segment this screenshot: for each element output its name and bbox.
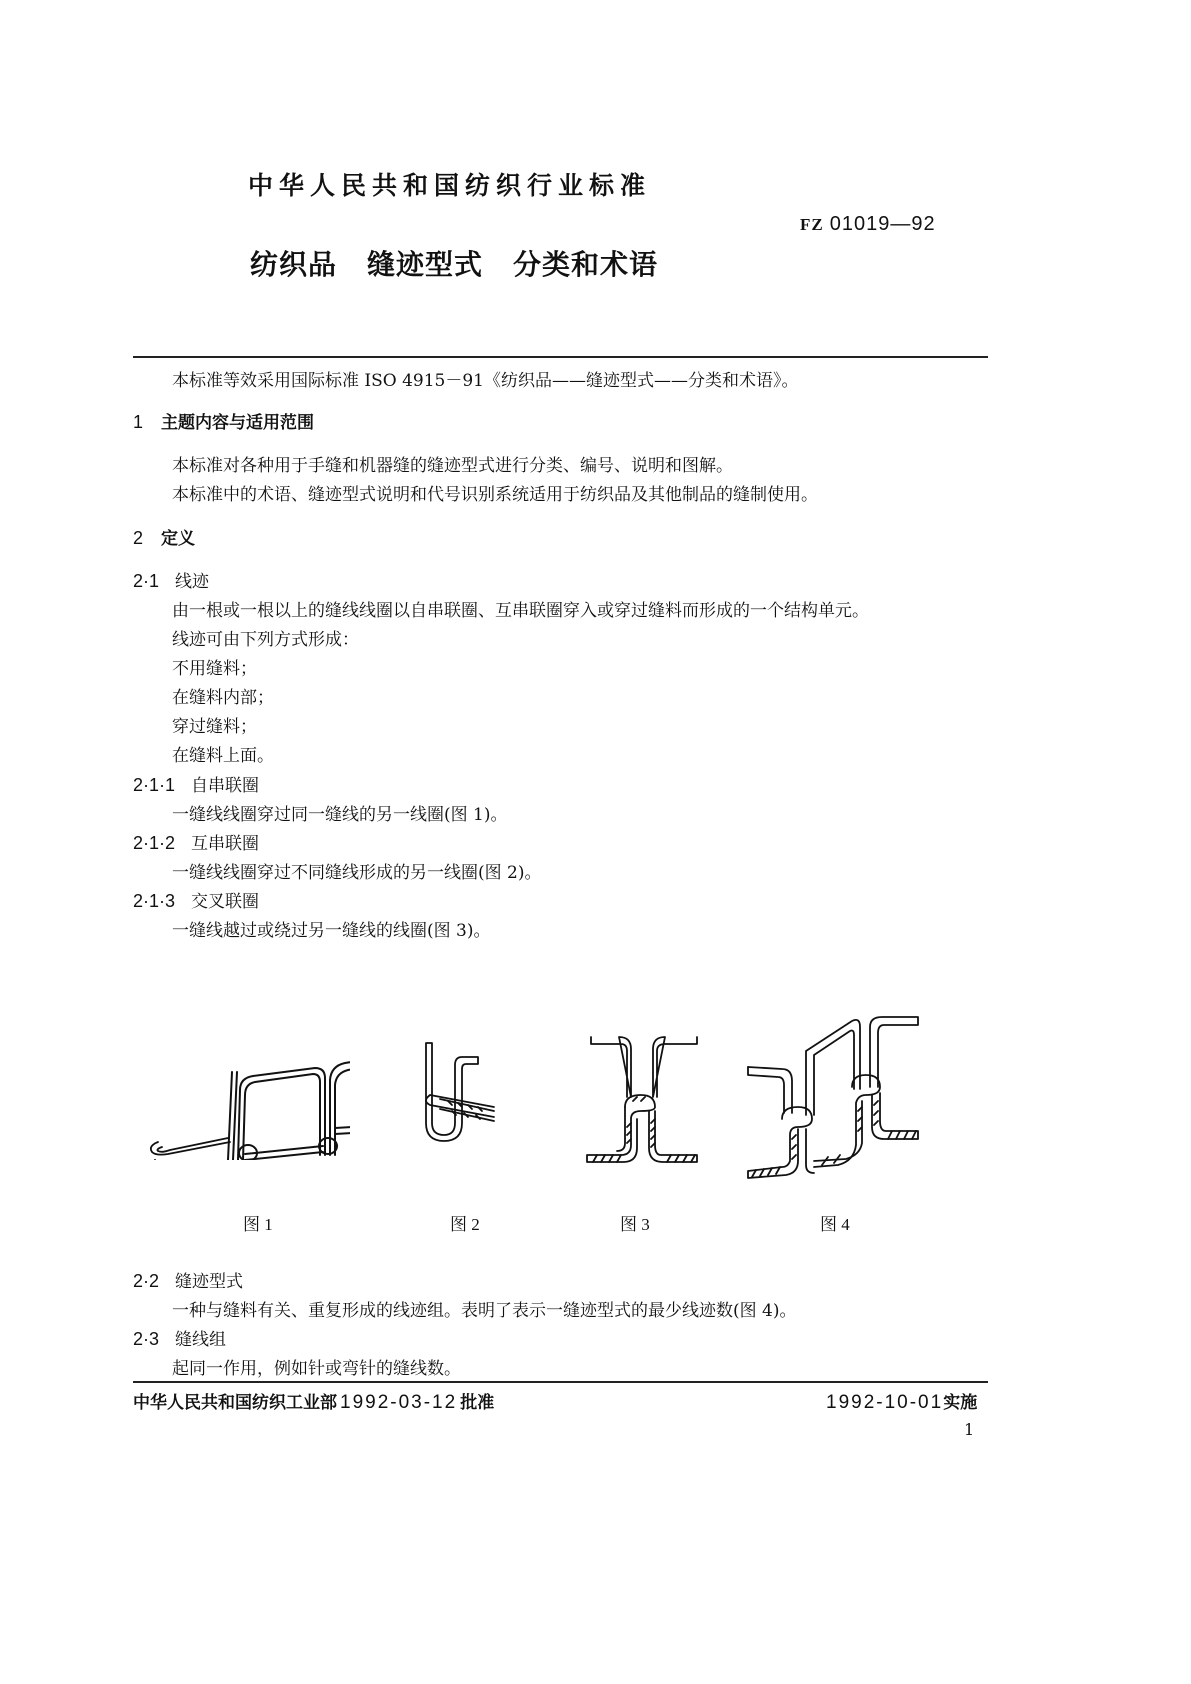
definition-text: 起同一作用，例如针或弯针的缝线数。 bbox=[172, 1359, 461, 1379]
figure-4-caption: 图 4 bbox=[820, 1215, 850, 1234]
document-title bbox=[250, 243, 688, 283]
figure-2-caption: 图 2 bbox=[450, 1215, 480, 1234]
section-number: 1 bbox=[133, 412, 144, 432]
title-part: 分类和术语 bbox=[513, 248, 659, 281]
section-title: 主题内容与适用范围 bbox=[161, 413, 315, 433]
paragraph: 本标准中的术语、缝迹型式说明和代号识别系统适用于纺织品及其他制品的缝制使用。 bbox=[172, 485, 818, 505]
figure-2-interlooping-diagram bbox=[418, 1035, 508, 1145]
section-2-heading bbox=[133, 524, 195, 549]
subsection-title: 缝迹型式 bbox=[175, 1272, 244, 1292]
subsection-2-1-1-heading bbox=[133, 771, 259, 796]
title-part: 纺织品 bbox=[250, 248, 338, 281]
intro-paragraph: 本标准等效采用国际标准 ISO 4915－91《纺织品——缝迹型式——分类和术语》。 bbox=[172, 371, 799, 391]
subsection-title: 交叉联圈 bbox=[191, 892, 260, 912]
subsection-number: 2·1·2 bbox=[133, 833, 176, 853]
definition-line: 在缝料上面。 bbox=[172, 746, 274, 766]
approval-label: 批准 bbox=[460, 1393, 495, 1413]
figure-3-caption: 图 3 bbox=[620, 1215, 650, 1234]
header-divider bbox=[133, 356, 988, 358]
subsection-2-1-heading bbox=[133, 567, 209, 592]
subsection-number: 2·1·1 bbox=[133, 775, 176, 795]
page-number: 1 bbox=[964, 1420, 975, 1439]
definition-line: 在缝料内部； bbox=[172, 688, 274, 708]
definition-line: 由一根或一根以上的缝线线圈以自串联圈、互串联圈穿入或穿过缝料而形成的一个结构单元。 bbox=[172, 601, 869, 621]
definition-text: 一种与缝料有关、重复形成的线迹组。表明了表示一缝迹型式的最少线迹数(图 4)。 bbox=[172, 1301, 797, 1321]
footer-divider bbox=[133, 1381, 988, 1383]
figure-1-caption: 图 1 bbox=[243, 1215, 273, 1234]
paragraph: 本标准对各种用于手缝和机器缝的缝迹型式进行分类、编号、说明和图解。 bbox=[172, 456, 733, 476]
figure-4-stitch-type-diagram bbox=[742, 1015, 922, 1180]
subsection-title: 互串联圈 bbox=[191, 834, 260, 854]
subsection-2-1-2-heading bbox=[133, 829, 259, 854]
effective-date: 1992-10-01 bbox=[826, 1392, 944, 1413]
definition-line: 穿过缝料； bbox=[172, 717, 257, 737]
standard-number bbox=[800, 213, 936, 236]
subsection-2-1-3-heading bbox=[133, 887, 259, 912]
approval-line bbox=[133, 1388, 494, 1414]
subsection-number: 2·1 bbox=[133, 571, 160, 591]
subsection-title: 缝线组 bbox=[175, 1330, 227, 1350]
definition-text: 一缝线线圈穿过不同缝线形成的另一线圈(图 2)。 bbox=[172, 863, 542, 883]
section-title: 定义 bbox=[161, 529, 196, 549]
issuing-authority: 中华人民共和国纺织工业部 bbox=[133, 1393, 337, 1413]
definition-line: 线迹可由下列方式形成： bbox=[172, 630, 359, 650]
standard-body-heading: 中华人民共和国纺织行业标准 bbox=[248, 171, 652, 200]
figure-1-thread-loops bbox=[140, 1020, 370, 1160]
section-number: 2 bbox=[133, 528, 144, 548]
standard-code: 01019—92 bbox=[829, 213, 936, 235]
subsection-number: 2·2 bbox=[133, 1271, 160, 1291]
title-part: 缝迹型式 bbox=[367, 248, 484, 281]
subsection-number: 2·1·3 bbox=[133, 891, 176, 911]
definition-line: 不用缝料； bbox=[172, 659, 257, 679]
standard-prefix: FZ bbox=[800, 215, 824, 234]
subsection-number: 2·3 bbox=[133, 1329, 160, 1349]
definition-text: 一缝线越过或绕过另一缝线的线圈(图 3)。 bbox=[172, 921, 491, 941]
definition-text: 一缝线线圈穿过同一缝线的另一线圈(图 1)。 bbox=[172, 805, 508, 825]
subsection-title: 自串联圈 bbox=[191, 776, 260, 796]
figure-3-interlacing-diagram bbox=[585, 1035, 700, 1165]
subsection-2-3-heading bbox=[133, 1325, 226, 1350]
subsection-title: 线迹 bbox=[175, 572, 210, 592]
subsection-2-2-heading bbox=[133, 1267, 243, 1292]
effective-line bbox=[826, 1388, 977, 1414]
effective-label: 实施 bbox=[943, 1393, 978, 1413]
approval-date: 1992-03-12 bbox=[340, 1392, 458, 1413]
section-1-heading bbox=[133, 408, 314, 433]
